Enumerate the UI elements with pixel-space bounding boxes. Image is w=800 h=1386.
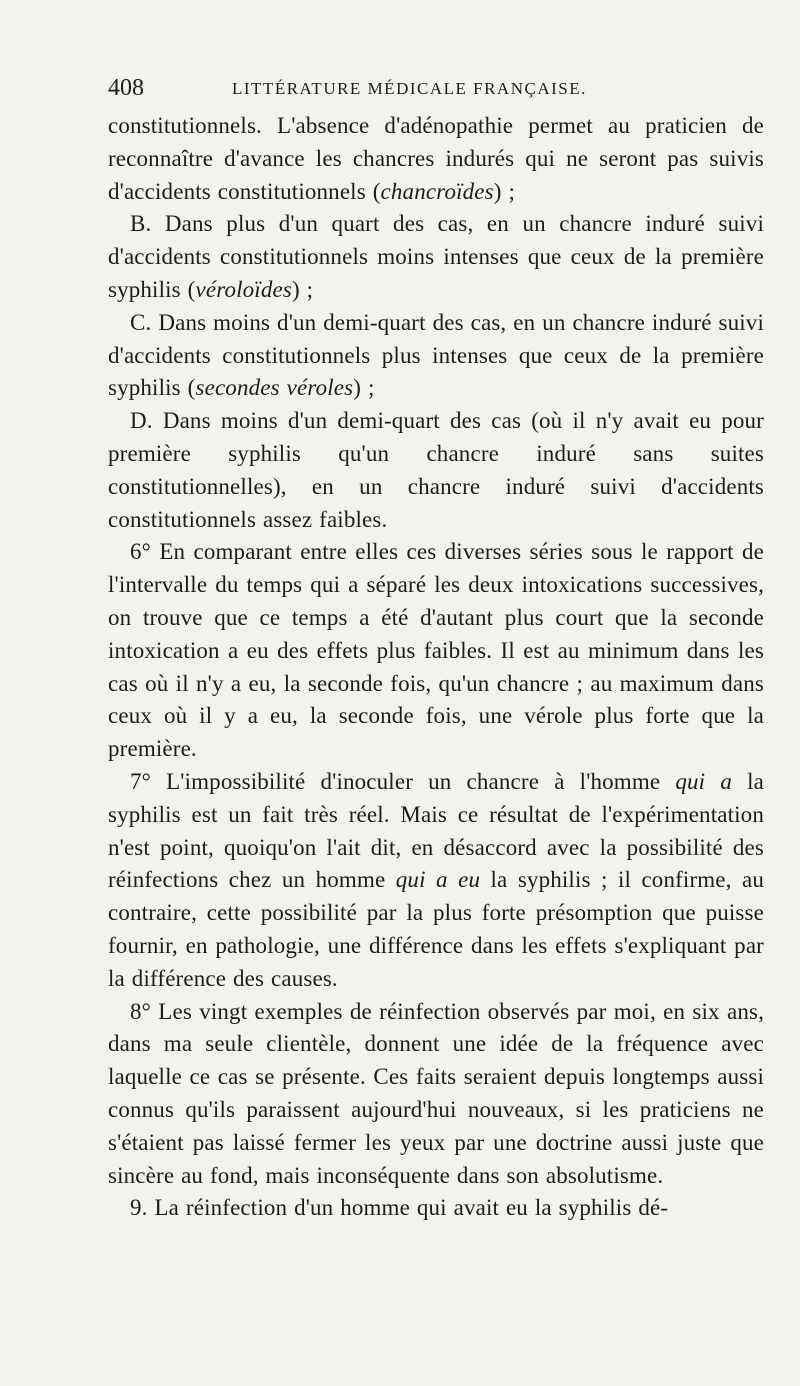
text-run: ) ; [291, 276, 314, 302]
paragraph-8: 8° Les vingt exemples de réinfection observés par moi, en six ans, dans ma seule clientèle, donnent une idée de la fréquence avec laquelle ce cas se présente. Ces faits seraient depuis longtemps aussi connus qu'ils paraissent aujourd'hui nouveaux, si les praticiens ne s'étaient pas laissé fermer les yeux par une doctrine aussi juste que sincère au fond, mais inconséquente dans son absolutisme. [108, 998, 764, 1188]
text-run: B. Dans plus d'un quart des cas, en un chancre induré suivi d'accidents constitutionnels moins intenses que ceux de la première syphilis ( [108, 211, 764, 302]
paragraph-6: 6° En comparant entre elles ces diverses séries sous le rapport de l'intervalle du temps qui a séparé les deux intoxications successives, on trouve que ce temps a été d'autant plus court que la seconde intoxication a eu des effets plus faibles. Il est au minimum dans les cas où il n'y a eu, la seconde fois, qu'un chancre ; au maximum dans ceux où il y a eu, la seconde fois, une vérole plus forte que la première. [108, 539, 764, 762]
running-head [108, 76, 764, 110]
italic-term: qui a [675, 768, 732, 794]
page-number: 408 [108, 75, 144, 101]
text-run: la syphilis ; il confirme, au contraire, cette possibilité par la plus forte présomption que puisse fournir, en pathologie, une différence dans les effets s'expliquant par la différence des causes. [108, 867, 764, 991]
running-title: LITTÉRATURE MÉDICALE FRANÇAISE. [232, 79, 587, 98]
italic-term: véroloïdes [195, 276, 292, 302]
italic-term: chancroïdes [380, 178, 494, 204]
paragraph-7 [108, 766, 764, 996]
italic-term: qui a eu [395, 867, 481, 893]
paragraph-b [108, 208, 764, 306]
paragraph-continuation [108, 110, 764, 208]
text-run: C. Dans moins d'un demi-quart des cas, en un chancre induré suivi d'accidents constitutionnels plus intenses que ceux de la première syphilis ( [108, 309, 764, 401]
body-text [108, 110, 764, 1225]
text-run: 7° L'impossibilité d'inoculer un chancre à l'homme [130, 768, 676, 794]
paragraph-c [108, 307, 764, 405]
text-run: ) ; [353, 375, 375, 401]
text-run: constitutionnels. L'absence d'adénopathie permet au praticien de reconnaître d'avance les chancres indurés qui ne seront pas suivis d'accidents constitutionnels ( [108, 113, 764, 204]
paragraph-d: D. Dans moins d'un demi-quart des cas (où il n'y avait eu pour première syphilis qu'un chancre induré sans suites constitutionnelles), en un chancre induré suivi d'accidents constitutionnels assez faibles. [108, 408, 764, 532]
italic-term: secondes véroles [195, 375, 354, 401]
text-run: la syphilis est un fait très réel. Mais ce résultat de l'expérimentation n'est point, quoiqu'on l'ait dit, en désaccord avec la possibilité des réinfections chez un homme [108, 768, 764, 893]
text-run: ) ; [493, 178, 515, 204]
paragraph-9: 9. La réinfection d'un homme qui avait eu la syphilis dé- [130, 1195, 669, 1221]
